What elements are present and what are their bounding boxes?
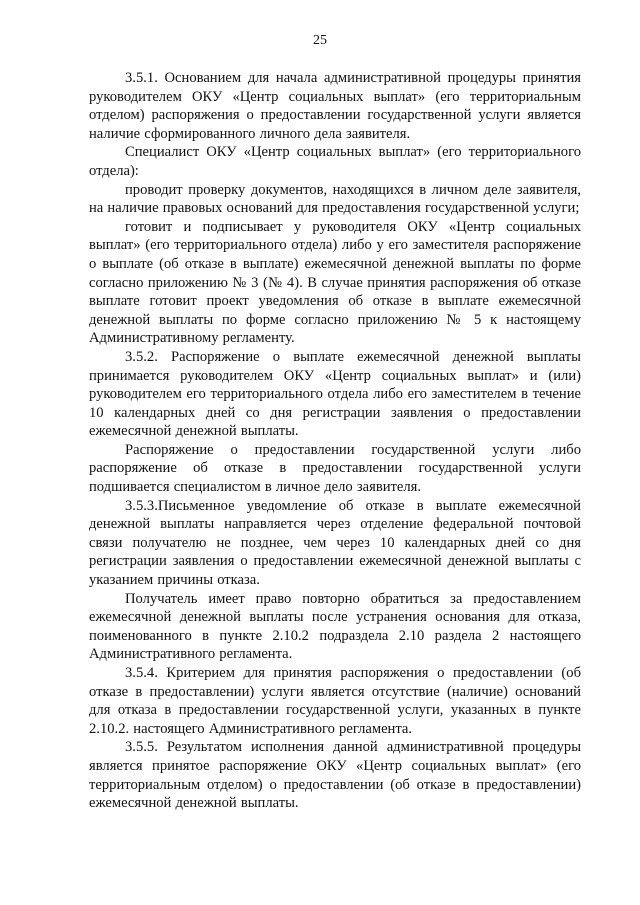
- page-number: 25: [313, 33, 327, 48]
- paragraph-document-check: проводит проверку документов, находящихся в личном деле заявителя, на наличие правовых оснований для предоставления государственной услуги;: [89, 181, 581, 217]
- document-body: [89, 69, 581, 813]
- paragraph-3-5-3: 3.5.3.Письменное уведомление об отказе в выплате ежемесячной денежной выплаты направляется через отделение федеральной почтовой связи получателю не позднее, чем через 10 календарных дней со дня регистрации заявления о предоставлении ежемесячной денежной выплаты с указанием причины отказа.: [89, 497, 581, 589]
- paragraph-3-5-2: 3.5.2. Распоряжение о выплате ежемесячной денежной выплаты принимается руководителем ОКУ «Центр социальных выплат» и (или) руководителем его территориального отдела либо его заместителем в течение 10 календарных дней со дня регистрации заявления о предоставлении ежемесячной денежной выплаты.: [89, 348, 581, 440]
- paragraph-3-5-4: 3.5.4. Критерием для принятия распоряжения о предоставлении (об отказе в предоставлении) услуги является отсутствие (наличие) оснований для отказа в предоставлении государственной услуги, указанных в пункте 2.10.2. настоящего Административного регламента.: [89, 665, 581, 737]
- paragraph-specialist: Специалист ОКУ «Центр социальных выплат» (его территориального отдела):: [89, 144, 581, 179]
- paragraph-3-5-1: 3.5.1. Основанием для начала административной процедуры принятия руководителем ОКУ «Центр социальных выплат» (его территориальным отделом) распоряжения о предоставлении государственной услуги является наличие сформированного личного дела заявителя.: [89, 70, 581, 142]
- paragraph-3-5-5: 3.5.5. Результатом исполнения данной административной процедуры является принятое распоряжение ОКУ «Центр социальных выплат» (его территориальным отделом) о предоставлении (об отказе в предоставлении) ежемесячной денежной выплаты.: [89, 739, 581, 812]
- paragraph-prepare-order: готовит и подписывает у руководителя ОКУ «Центр социальных выплат» (его территориального отдела) либо у его заместителя распоряжение о выплате (об отказе в выплате) ежемесячной денежной выплаты по форме согласно приложению № 3 (№ 4). В случае принятия распоряжения об отказе выплате готовит проект уведомления об отказе в выплате ежемесячной денежной выплаты по форме согласно приложению № 5 к настоящему Административному регламенту.: [89, 218, 581, 347]
- paragraph-reapplication: Получатель имеет право повторно обратиться за предоставлением ежемесячной денежной выплаты после устранения основания для отказа, поименованного в пункте 2.10.2 подраздела 2.10 раздела 2 настоящего Административного регламента.: [89, 590, 581, 663]
- paragraph-order-filing: Распоряжение о предоставлении государственной услуги либо распоряжение об отказе в предоставлении государственной услуги подшивается специалистом в личное дело заявителя.: [89, 441, 581, 496]
